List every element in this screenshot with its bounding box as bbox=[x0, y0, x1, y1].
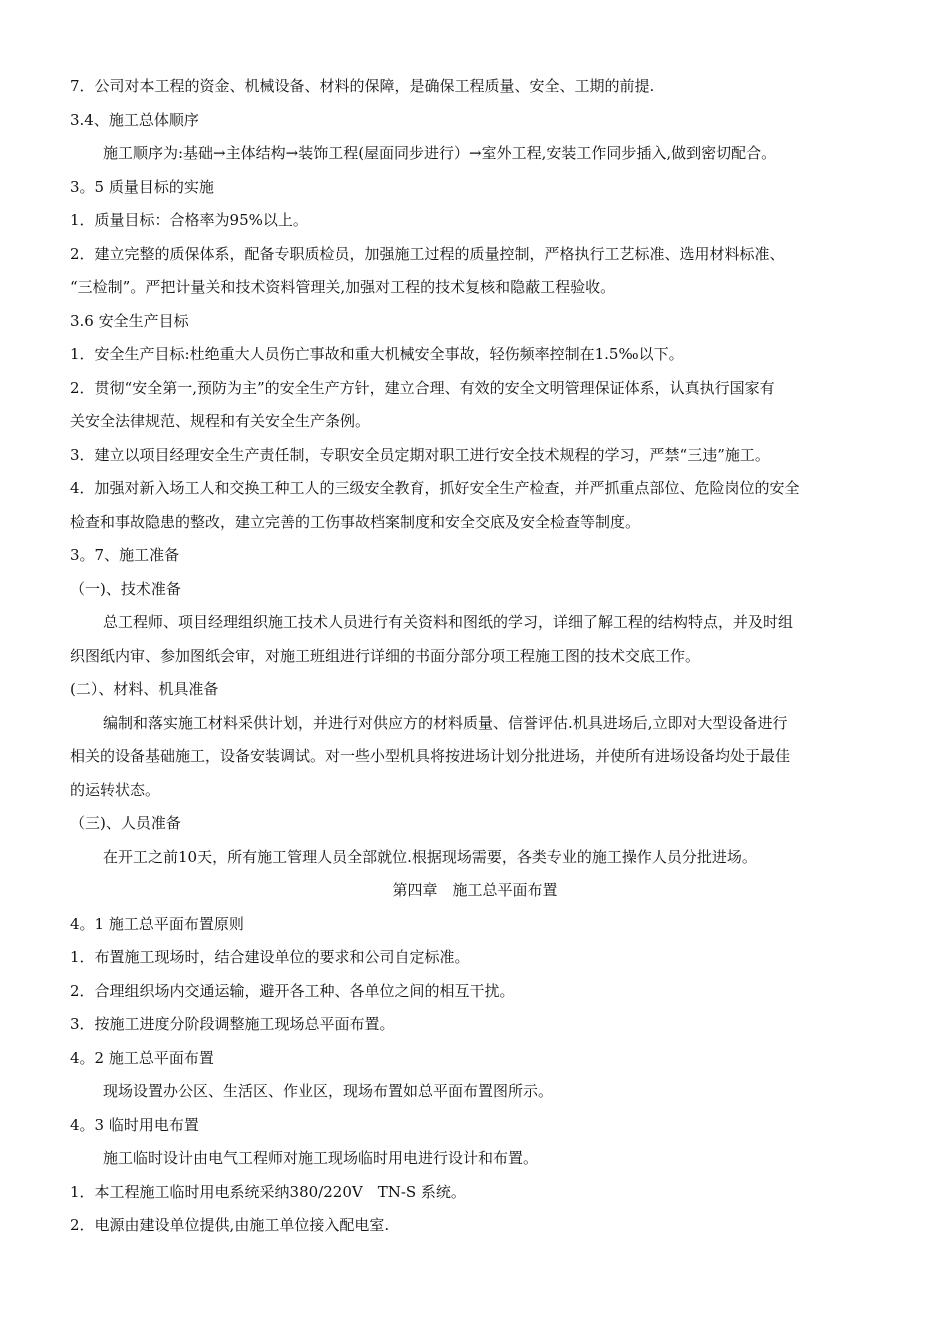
subheading-personnel-prep: （三)、人员准备 bbox=[70, 814, 181, 832]
paragraph-technical-prep-cont: 织图纸内审、参加图纸会审，对施工班组进行详细的书面分部分项工程施工图的技术交底工作。 bbox=[70, 646, 701, 665]
list-item-layout-principle-1: 1．布置施工现场时，结合建设单位的要求和公司自定标准。 bbox=[70, 948, 470, 966]
subheading-materials-prep: (二）、材料、机具准备 bbox=[70, 680, 219, 698]
list-item-quality-target: 1．质量目标：合格率为95%以上。 bbox=[70, 211, 308, 229]
section-heading-3-4: 3.4、施工总体顺序 bbox=[70, 110, 199, 129]
paragraph-construction-sequence: 施工顺序为:基础→主体结构→装饰工程(屋面同步进行）→室外工程,安装工作同步插入,做到密切配合。 bbox=[103, 144, 777, 162]
chapter-title-4: 第四章 施工总平面布置 bbox=[392, 881, 558, 899]
list-item-safety-target: 1．安全生产目标:杜绝重大人员伤亡事故和重大机械安全事故，轻伤频率控制在1.5‰以下。 bbox=[70, 345, 684, 363]
paragraph-materials-prep-cont: 相关的设备基础施工，设备安装调试。对一些小型机具将按进场计划分批进场，并使所有进场设备均处于最佳 bbox=[70, 747, 791, 765]
list-item-safety-policy: 2．贯彻“安全第一,预防为主”的安全生产方针，建立合理、有效的安全文明管理保证体系，认真执行国家有 bbox=[70, 378, 775, 397]
paragraph-technical-prep: 总工程师、项目经理组织施工技术人员进行有关资料和图纸的学习，详细了解工程的结构特点，并及时组 bbox=[103, 613, 794, 631]
list-item-power-system: 1．本工程施工临时用电系统采纳380/220V TN-S 系统。 bbox=[70, 1182, 466, 1201]
list-item-quality-system: 2．建立完整的质保体系，配备专职质检员，加强施工过程的质量控制，严格执行工艺标准、选用材料标准、 bbox=[70, 244, 785, 263]
list-item-layout-principle-3: 3．按施工进度分阶段调整施工现场总平面布置。 bbox=[70, 1015, 395, 1033]
section-heading-3-6: 3.6 安全生产目标 bbox=[70, 311, 189, 330]
list-item-safety-policy-cont: 关安全法律规范、规程和有关安全生产条例。 bbox=[70, 412, 371, 430]
section-heading-4-2: 4。2 施工总平面布置 bbox=[70, 1048, 214, 1067]
paragraph-site-layout: 现场设置办公区、生活区、作业区，现场布置如总平面布置图所示。 bbox=[103, 1082, 554, 1100]
paragraph-personnel-prep: 在开工之前10天，所有施工管理人员全部就位.根据现场需要，各类专业的施工操作人员分批进场。 bbox=[103, 847, 757, 866]
paragraph-materials-prep-cont-2: 的运转状态。 bbox=[70, 780, 161, 799]
list-item-power-source: 2．电源由建设单位提供,由施工单位接入配电室. bbox=[70, 1216, 390, 1234]
subheading-technical-prep: （一)、技术准备 bbox=[70, 579, 181, 598]
list-item-safety-education-cont: 检查和事故隐患的整改，建立完善的工伤事故档案制度和安全交底及安全检查等制度。 bbox=[70, 512, 641, 531]
section-heading-3-7: 3。7、施工准备 bbox=[70, 546, 180, 564]
list-item-layout-principle-2: 2．合理组织场内交通运输，避开各工种、各单位之间的相互干扰。 bbox=[70, 981, 515, 1000]
section-heading-4-1: 4。1 施工总平面布置原则 bbox=[70, 914, 244, 933]
list-item-quality-system-cont: “三检制”。严把计量关和技术资料管理关,加强对工程的技术复核和隐蔽工程验收。 bbox=[70, 278, 616, 296]
paragraph-temp-power: 施工临时设计由电气工程师对施工现场临时用电进行设计和布置。 bbox=[103, 1149, 539, 1167]
section-heading-4-3: 4。3 临时用电布置 bbox=[70, 1115, 199, 1134]
list-item-safety-education: 4．加强对新入场工人和交换工种工人的三级安全教育，抓好安全生产检查，并严抓重点部位、危险岗位的安全 bbox=[70, 479, 800, 497]
paragraph-materials-prep: 编制和落实施工材料采供计划，并进行对供应方的材料质量、信誉评估.机具进场后,立即对大型设备进行 bbox=[103, 713, 788, 732]
list-item-safety-responsibility: 3．建立以项目经理安全生产责任制，专职安全员定期对职工进行安全技术规程的学习，严禁“三违”施工。 bbox=[70, 445, 770, 464]
section-heading-3-5: 3。5 质量目标的实施 bbox=[70, 177, 214, 196]
list-item-7-resource-guarantee: 7．公司对本工程的资金、机械设备、材料的保障，是确保工程质量、安全、工期的前提. bbox=[70, 77, 655, 95]
